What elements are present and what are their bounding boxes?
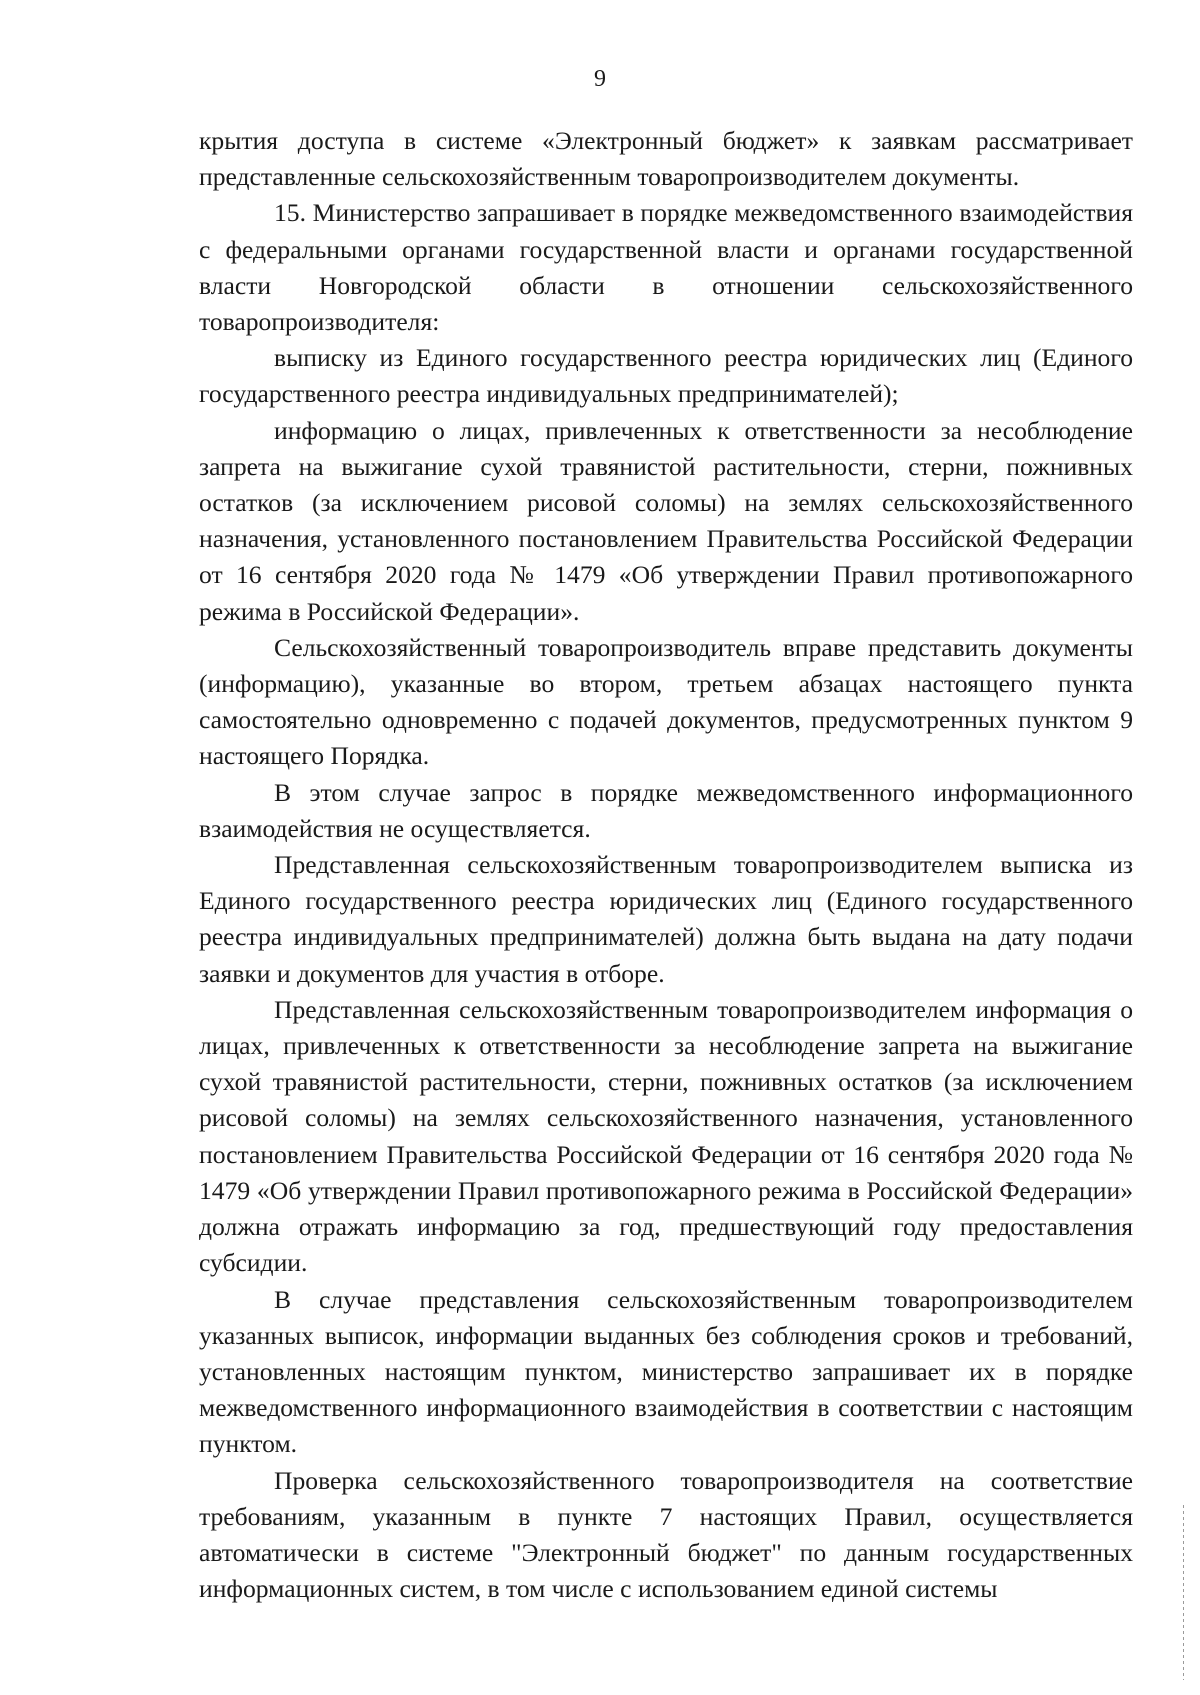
paragraph-item-15: 15. Министерство запрашивает в порядке межведомственного взаимодействия с федеральными органами государственной власти и органами государственной власти Новгородской области в отношении сельскохозяйственного товаропроизводителя: (199, 198, 1133, 337)
scan-edge-mark (1183, 1505, 1184, 1680)
page-number: 9 (594, 66, 606, 92)
paragraph-automatic-check: Проверка сельскохозяйственного товаропроизводителя на соответствие требованиям, указанным в пункте 7 настоящих Правил, осуществляется автоматически в системе "Электронный бюджет" по данным государственных информационных систем, в том числе с использованием единой системы (199, 1465, 1133, 1604)
document-body (199, 123, 1133, 1607)
paragraph-extract-date: Представленная сельскохозяйственным товаропроизводителем выписка из Единого государственного реестра юридических лиц (Единого государственного реестра индивидуальных предпринимателей) должна быть выдана на дату подачи заявки и документов для участия в отборе. (199, 850, 1133, 988)
paragraph-liability-info: информацию о лицах, привлеченных к ответственности за несоблюдение запрета на выжигание сухой травянистой растительности, стерни, пожнивных остатков (за исключением рисовой соломы) на землях сельскохозяйственного назначения, установленного постановлением Правительства Российской Федерации от 16 сентября 2020 года № 1479 «Об утверждении Правил противопожарного режима в Российской Федерации». (199, 415, 1133, 626)
paragraph-noncompliance: В случае представления сельскохозяйственным товаропроизводителем указанных выписок, информации выданных без соблюдения сроков и требований, установленных настоящим пунктом, министерство запрашивает их в порядке межведомственного информационного взаимодействия в соответствии с настоящим пунктом. (199, 1284, 1133, 1459)
paragraph-no-request: В этом случае запрос в порядке межведомственного информационного взаимодействия не осуществляется. (199, 777, 1133, 843)
paragraph-right-to-submit: Сельскохозяйственный товаропроизводитель вправе представить документы (информацию), указанные во втором, третьем абзацах настоящего пункта самостоятельно одновременно с подачей документов, предусмотренных пунктом 9 настоящего Порядка. (199, 632, 1133, 771)
paragraph-continuation: крытия доступа в системе «Электронный бюджет» к заявкам рассматривает представленные сельскохозяйственным товаропроизводителем документы. (199, 126, 1133, 192)
paragraph-info-period: Представленная сельскохозяйственным товаропроизводителем информация о лицах, привлеченных к ответственности за несоблюдение запрета на выжигание сухой травянистой растительности, стерни, пожнивных остатков (за исключением рисовой соломы) на землях сельскохозяйственного назначения, установленного постановлением Правительства Российской Федерации от 16 сентября 2020 года № 1479 «Об утверждении Правил противопожарного режима в Российской Федерации» должна отражать информацию за год, предшествующий году предоставления субсидии. (199, 994, 1133, 1278)
paragraph-registry-extract: выписку из Единого государственного реестра юридических лиц (Единого государственного реестра индивидуальных предпринимателей); (199, 343, 1133, 409)
